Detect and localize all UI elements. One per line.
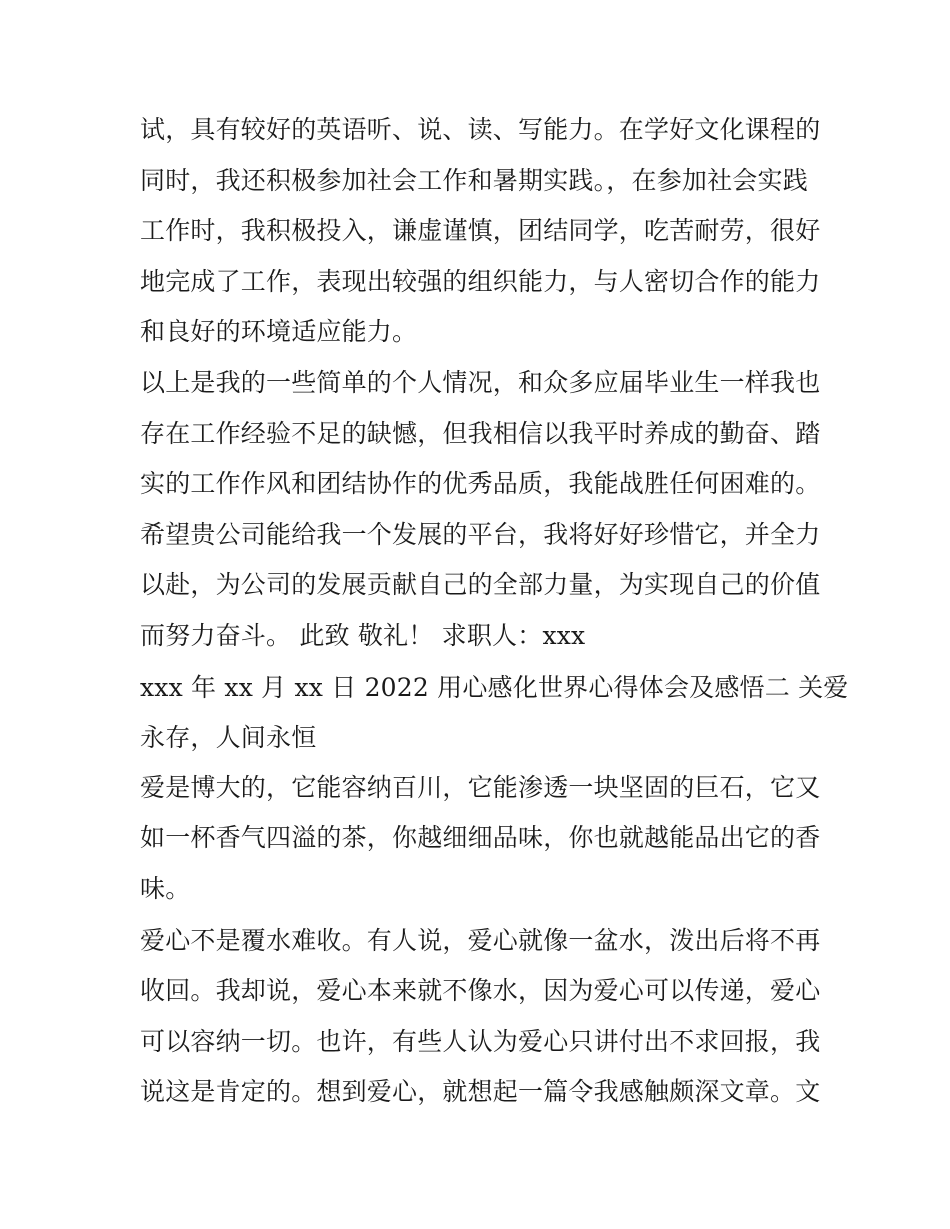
text-line: 爱心不是覆水难收。有人说，爱心就像一盆水，泼出后将不再 [140, 926, 821, 955]
text-line: 收回。我却说，爱心本来就不像水，因为爱心可以传递，爱心 [140, 976, 821, 1005]
text-line: 希望贵公司能给我一个发展的平台，我将好好珍惜它，并全力 [140, 520, 821, 549]
text-line: 以上是我的一些简单的个人情况，和众多应届毕业生一样我也 [140, 368, 821, 397]
text-line: 说这是肯定的。想到爱心，就想起一篇令我感触颇深文章。文 [140, 1077, 821, 1106]
text-line: 永存，人间永恒 [140, 723, 317, 752]
text-line: xxx 年 xx 月 xx 日 2022 用心感化世界心得体会及感悟二 关爱 [140, 673, 849, 702]
text-line: 如一杯香气四溢的茶，你越细细品味，你也就越能品出它的香 [140, 823, 821, 852]
text-line: 实的工作作风和团结协作的优秀品质，我能战胜任何困难的。 [140, 469, 821, 498]
text-line: 而努力奋斗。 此致 敬礼！ 求职人：xxx [140, 621, 586, 650]
text-line: 和良好的环境适应能力。 [140, 317, 418, 346]
text-line: 爱是博大的，它能容纳百川，它能渗透一块坚固的巨石，它又 [140, 773, 821, 802]
text-line: 味。 [140, 874, 191, 903]
text-line: 地完成了工作，表现出较强的组织能力，与人密切合作的能力 [140, 267, 821, 296]
text-line: 可以容纳一切。也许，有些人认为爱心只讲付出不求回报，我 [140, 1027, 821, 1056]
text-line: 试，具有较好的英语听、说、读、写能力。在学好文化课程的 [140, 115, 821, 144]
text-line: 存在工作经验不足的缺憾，但我相信以我平时养成的勤奋、踏 [140, 419, 821, 448]
text-line: 工作时，我积极投入，谦虚谨慎，团结同学，吃苦耐劳，很好 [140, 216, 821, 245]
text-line: 以赴，为公司的发展贡献自己的全部力量，为实现自己的价值 [140, 570, 821, 599]
text-line: 同时，我还积极参加社会工作和暑期实践。，在参加社会实践 [140, 166, 808, 195]
